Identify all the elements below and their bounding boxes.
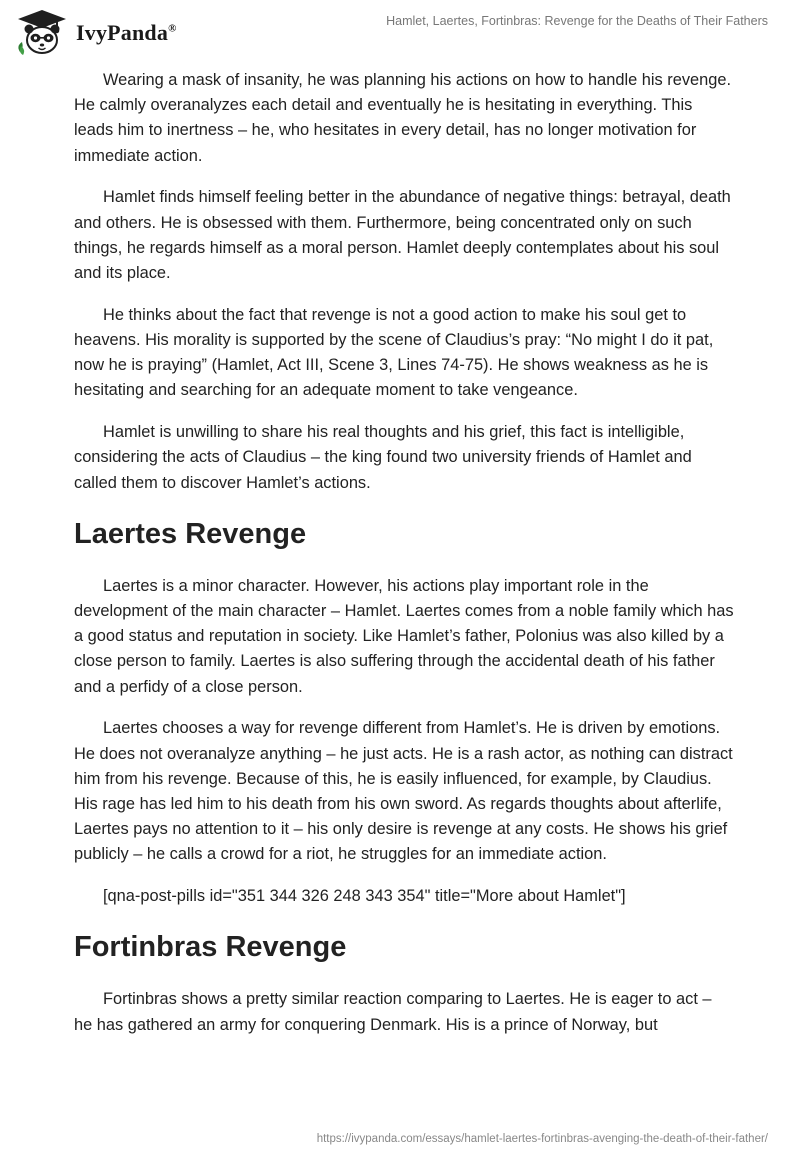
paragraph: Hamlet finds himself feeling better in the abundance of negative things: betrayal, death and others. He is obsessed with them. Furthermore, being concentrated only on such things, he regards himself as a moral person. Hamlet deeply contemplates about his soul and its place.	[74, 188, 731, 283]
paragraph: Fortinbras shows a pretty similar reaction comparing to Laertes. He is eager to act – he has gathered an army for conquering Denmark. His is a prince of Norway, but	[74, 990, 712, 1034]
paragraph: Laertes chooses a way for revenge different from Hamlet’s. He is driven by emotions. He does not overanalyze anything – he just acts. He is a rash actor, as nothing can distract him from his revenge. Because of this, he is easily influenced, for example, by Claudius. His rage has led him to his death from his own sword. As regards thoughts about afterlife, Laertes pays no attention to it – his only desire is revenge at any costs. He shows his grief publicly – he calls a crowd for a riot, he struggles for an immediate action.	[74, 719, 733, 864]
registered-mark: ®	[168, 22, 177, 35]
shortcode-paragraph: [qna-post-pills id="351 344 326 248 343 354" title="More about Hamlet"]	[103, 887, 626, 906]
paragraph: Laertes is a minor character. However, his actions play important role in the development of the main character – Hamlet. Laertes comes from a noble family which has a good status and reputation in society. Like Hamlet’s father, Polonius was also killed by a close person to family. Laertes is also suffering through the accidental death of his father and a perfidy of a close person.	[74, 576, 734, 696]
section-heading-laertes: Laertes Revenge	[74, 517, 307, 550]
essay-body	[74, 68, 734, 1054]
panda-graduate-icon	[14, 8, 70, 58]
logo[interactable]	[14, 8, 177, 58]
section-heading-fortinbras: Fortinbras Revenge	[74, 931, 347, 964]
source-url[interactable]: https://ivypanda.com/essays/hamlet-laertes-fortinbras-avenging-the-death-of-their-father/	[316, 1133, 768, 1145]
paragraph: Wearing a mask of insanity, he was planning his actions on how to handle his revenge. He calmly overanalyzes each detail and eventually he is hesitating in everything. This leads him to inertness – he, who hesitates in every detail, has no longer motivation for immediate action.	[74, 71, 732, 165]
logo-text: IvyPanda	[76, 20, 169, 45]
paragraph: He thinks about the fact that revenge is not a good action to make his soul get to heavens. His morality is supported by the scene of Claudius’s pray: “No might I do it pat, now he is praying” (Hamlet, Act III, Scene 3, Lines 74-75). He shows weakness as he is hesitating and searching for an adequate moment to take vengeance.	[74, 305, 714, 400]
page-header	[0, 0, 800, 70]
paragraph: Hamlet is unwilling to share his real thoughts and his grief, this fact is intelligible, considering the acts of Claudius – the king found two university friends of Hamlet and called them to discover Hamlet’s actions.	[74, 423, 692, 492]
document-title: Hamlet, Laertes, Fortinbras: Revenge for the Deaths of Their Fathers	[386, 14, 768, 28]
logo-wordmark	[76, 20, 177, 46]
